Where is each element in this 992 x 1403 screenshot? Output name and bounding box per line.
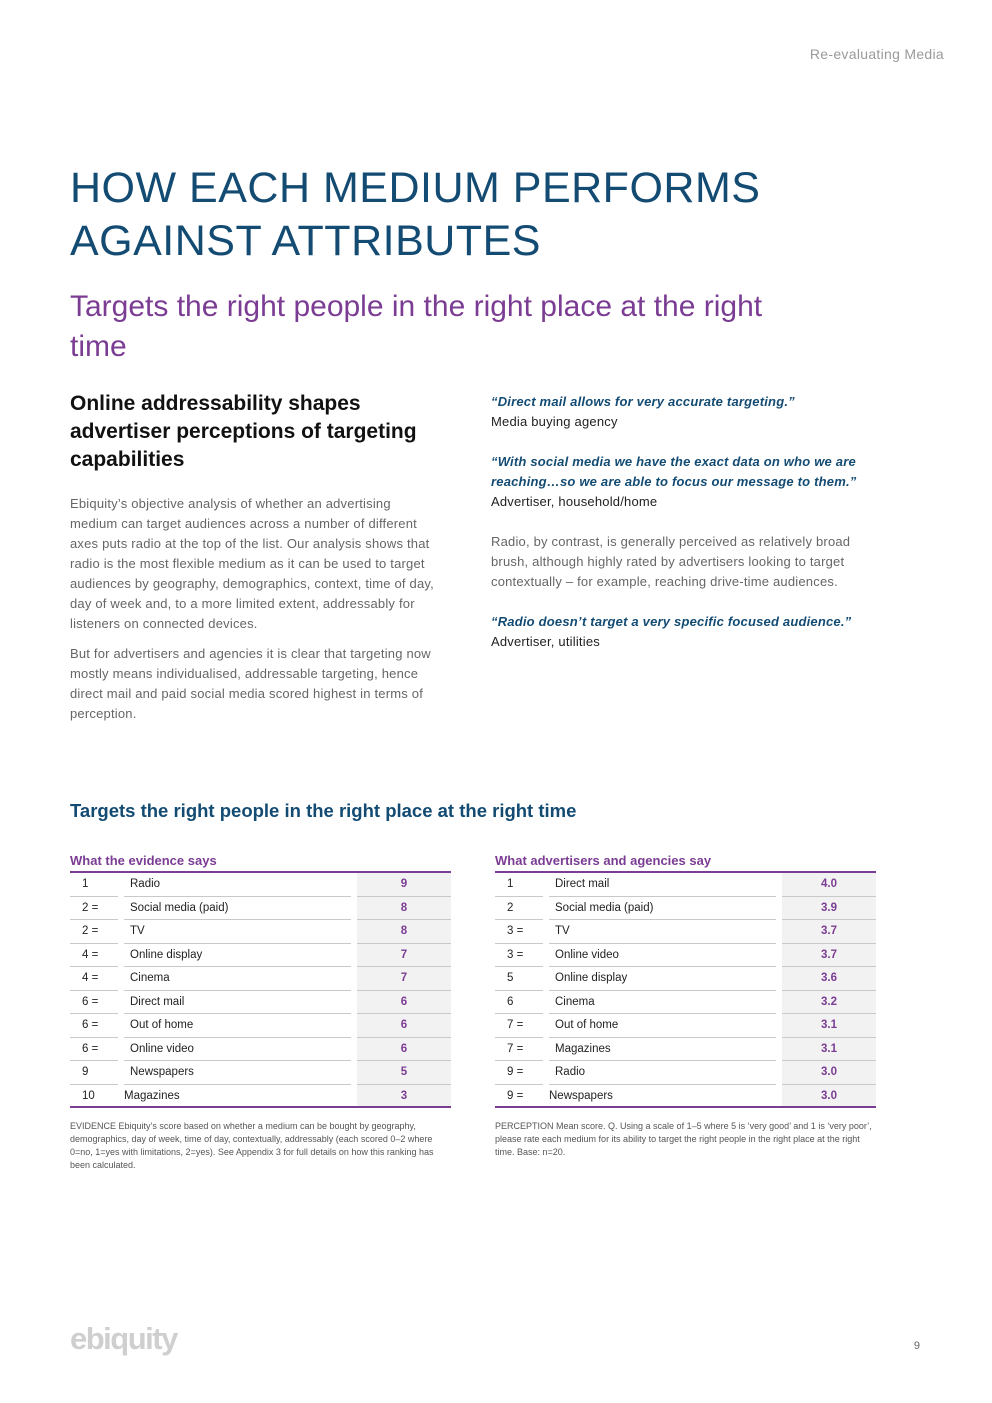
- medium-cell: TV: [124, 920, 351, 944]
- evidence-note: EVIDENCE Ebiquity’s score based on whether a medium can be bought by geography, demographics, day of week, time of day, contextually, addressably (each scored 0–2 where 0=no, 1=yes with limitations, 2=yes). See Appendix 3 for full details on how this ranking has been calculated.: [70, 1121, 434, 1170]
- score-cell: 3.7: [782, 920, 876, 944]
- table-row: [70, 1061, 451, 1085]
- medium-cell: Cinema: [124, 967, 351, 991]
- section-title: Targets the right people in the right place at the right time: [70, 800, 577, 821]
- medium-cell: Online video: [124, 1038, 351, 1062]
- medium-cell: Social media (paid): [124, 897, 351, 921]
- table-row: [495, 1014, 876, 1038]
- table-row: [495, 967, 876, 991]
- table-row: [70, 897, 451, 921]
- medium-cell: TV: [549, 920, 776, 944]
- evidence-table: [70, 853, 451, 1172]
- table-row: [495, 897, 876, 921]
- quote-text: “With social media we have the exact data on who we are reaching…so we are able to focus our message to them.”: [491, 454, 857, 489]
- quote-source: Advertiser, utilities: [491, 634, 600, 649]
- ebiquity-logo: ebiquity: [70, 1321, 177, 1356]
- table-row: [495, 944, 876, 968]
- medium-cell: Magazines: [549, 1038, 776, 1062]
- body-paragraph-2: But for advertisers and agencies it is clear that targeting now mostly means individualised, addressable targeting, hence direct mail and paid social media scored highest in terms of perception.: [70, 646, 431, 721]
- rank-cell: 7 =: [495, 1014, 543, 1038]
- rank-cell: 1: [495, 873, 543, 897]
- rank-cell: 6 =: [70, 1014, 118, 1038]
- page-subtitle: Targets the right people in the right place at the right time: [70, 290, 763, 363]
- score-cell: 3.9: [782, 897, 876, 921]
- score-cell: 6: [357, 1014, 451, 1038]
- page-number: 9: [913, 1340, 920, 1352]
- quote-text: “Direct mail allows for very accurate targeting.”: [491, 394, 795, 409]
- table-row: [495, 1085, 876, 1109]
- table-row: [495, 873, 876, 897]
- medium-cell: Magazines: [118, 1085, 357, 1109]
- score-cell: 3.2: [782, 991, 876, 1015]
- perception-table: [495, 853, 876, 1159]
- table-row: [70, 873, 451, 897]
- medium-cell: Out of home: [124, 1014, 351, 1038]
- table-row: [70, 991, 451, 1015]
- quote-text: “Radio doesn’t target a very specific focused audience.”: [491, 614, 852, 629]
- medium-cell: Radio: [124, 873, 351, 897]
- medium-cell: Online video: [549, 944, 776, 968]
- rank-cell: 6 =: [70, 991, 118, 1015]
- perception-table-heading: What advertisers and agencies say: [495, 853, 876, 873]
- rank-cell: 9: [70, 1061, 118, 1085]
- running-header: Re-evaluating Media: [809, 46, 944, 62]
- score-cell: 3.7: [782, 944, 876, 968]
- medium-cell: Out of home: [549, 1014, 776, 1038]
- perception-table-body: [495, 873, 876, 1108]
- table-row: [70, 944, 451, 968]
- rank-cell: 2: [495, 897, 543, 921]
- score-cell: 3.6: [782, 967, 876, 991]
- left-column: [70, 390, 440, 734]
- score-cell: 6: [357, 1038, 451, 1062]
- medium-cell: Cinema: [549, 991, 776, 1015]
- rank-cell: 1: [70, 873, 118, 897]
- medium-cell: Radio: [549, 1061, 776, 1085]
- rank-cell: 4 =: [70, 967, 118, 991]
- score-cell: 9: [357, 873, 451, 897]
- score-cell: 7: [357, 967, 451, 991]
- rank-cell: 3 =: [495, 944, 543, 968]
- rank-cell: 2 =: [70, 897, 118, 921]
- score-cell: 5: [357, 1061, 451, 1085]
- score-cell: 3.0: [782, 1085, 876, 1109]
- medium-cell: Newspapers: [543, 1085, 782, 1109]
- table-row: [495, 920, 876, 944]
- quote-block-3: [491, 612, 881, 652]
- title-line-1: HOW EACH MEDIUM PERFORMS: [70, 164, 761, 212]
- table-row: [70, 967, 451, 991]
- medium-cell: Direct mail: [124, 991, 351, 1015]
- quote-block-1: [491, 392, 881, 432]
- table-row: [70, 920, 451, 944]
- score-cell: 8: [357, 897, 451, 921]
- score-cell: 3.1: [782, 1014, 876, 1038]
- medium-cell: Social media (paid): [549, 897, 776, 921]
- score-cell: 7: [357, 944, 451, 968]
- quote-block-2: [491, 452, 881, 512]
- rank-cell: 10: [70, 1085, 118, 1109]
- rank-cell: 9 =: [495, 1061, 543, 1085]
- body-paragraph-3: Radio, by contrast, is generally perceived as relatively broad brush, although highly rated by advertisers looking to target contextually – for example, reaching drive-time audiences.: [491, 534, 851, 589]
- quote-source: Media buying agency: [491, 414, 618, 429]
- table-row: [70, 1085, 451, 1109]
- page-title: [70, 162, 760, 268]
- score-cell: 8: [357, 920, 451, 944]
- score-cell: 4.0: [782, 873, 876, 897]
- body-paragraph-1: Ebiquity’s objective analysis of whether an advertising medium can target audiences across a number of different axes puts radio at the top of the list. Our analysis shows that radio is the most flexible medium as it can be used to target audiences by geography, demographics, context, time of day, day of week and, to a more limited extent, addressably for listeners on connected devices.: [70, 496, 434, 631]
- evidence-table-body: [70, 873, 451, 1108]
- medium-cell: Online display: [124, 944, 351, 968]
- table-row: [495, 991, 876, 1015]
- score-cell: 6: [357, 991, 451, 1015]
- table-row: [495, 1038, 876, 1062]
- table-row: [70, 1014, 451, 1038]
- rank-cell: 3 =: [495, 920, 543, 944]
- perception-note: PERCEPTION Mean score. Q. Using a scale of 1–5 where 5 is ‘very good’ and 1 is ‘very poor’, please rate each medium for its ability to target the right people in the right place at the right time. Base: n=20.: [495, 1121, 872, 1157]
- medium-cell: Direct mail: [549, 873, 776, 897]
- lead-heading: Online addressability shapes advertiser perceptions of targeting capabilities: [70, 392, 417, 471]
- rank-cell: 7 =: [495, 1038, 543, 1062]
- score-cell: 3: [357, 1085, 451, 1109]
- score-cell: 3.0: [782, 1061, 876, 1085]
- evidence-table-heading: What the evidence says: [70, 853, 451, 873]
- rank-cell: 2 =: [70, 920, 118, 944]
- rank-cell: 6 =: [70, 1038, 118, 1062]
- quote-source: Advertiser, household/home: [491, 494, 658, 509]
- rank-cell: 5: [495, 967, 543, 991]
- right-column: [491, 392, 881, 672]
- score-cell: 3.1: [782, 1038, 876, 1062]
- medium-cell: Newspapers: [124, 1061, 351, 1085]
- table-row: [70, 1038, 451, 1062]
- table-row: [495, 1061, 876, 1085]
- rank-cell: 6: [495, 991, 543, 1015]
- medium-cell: Online display: [549, 967, 776, 991]
- title-line-2: AGAINST ATTRIBUTES: [70, 217, 541, 265]
- rank-cell: 4 =: [70, 944, 118, 968]
- rank-cell: 9 =: [495, 1085, 543, 1109]
